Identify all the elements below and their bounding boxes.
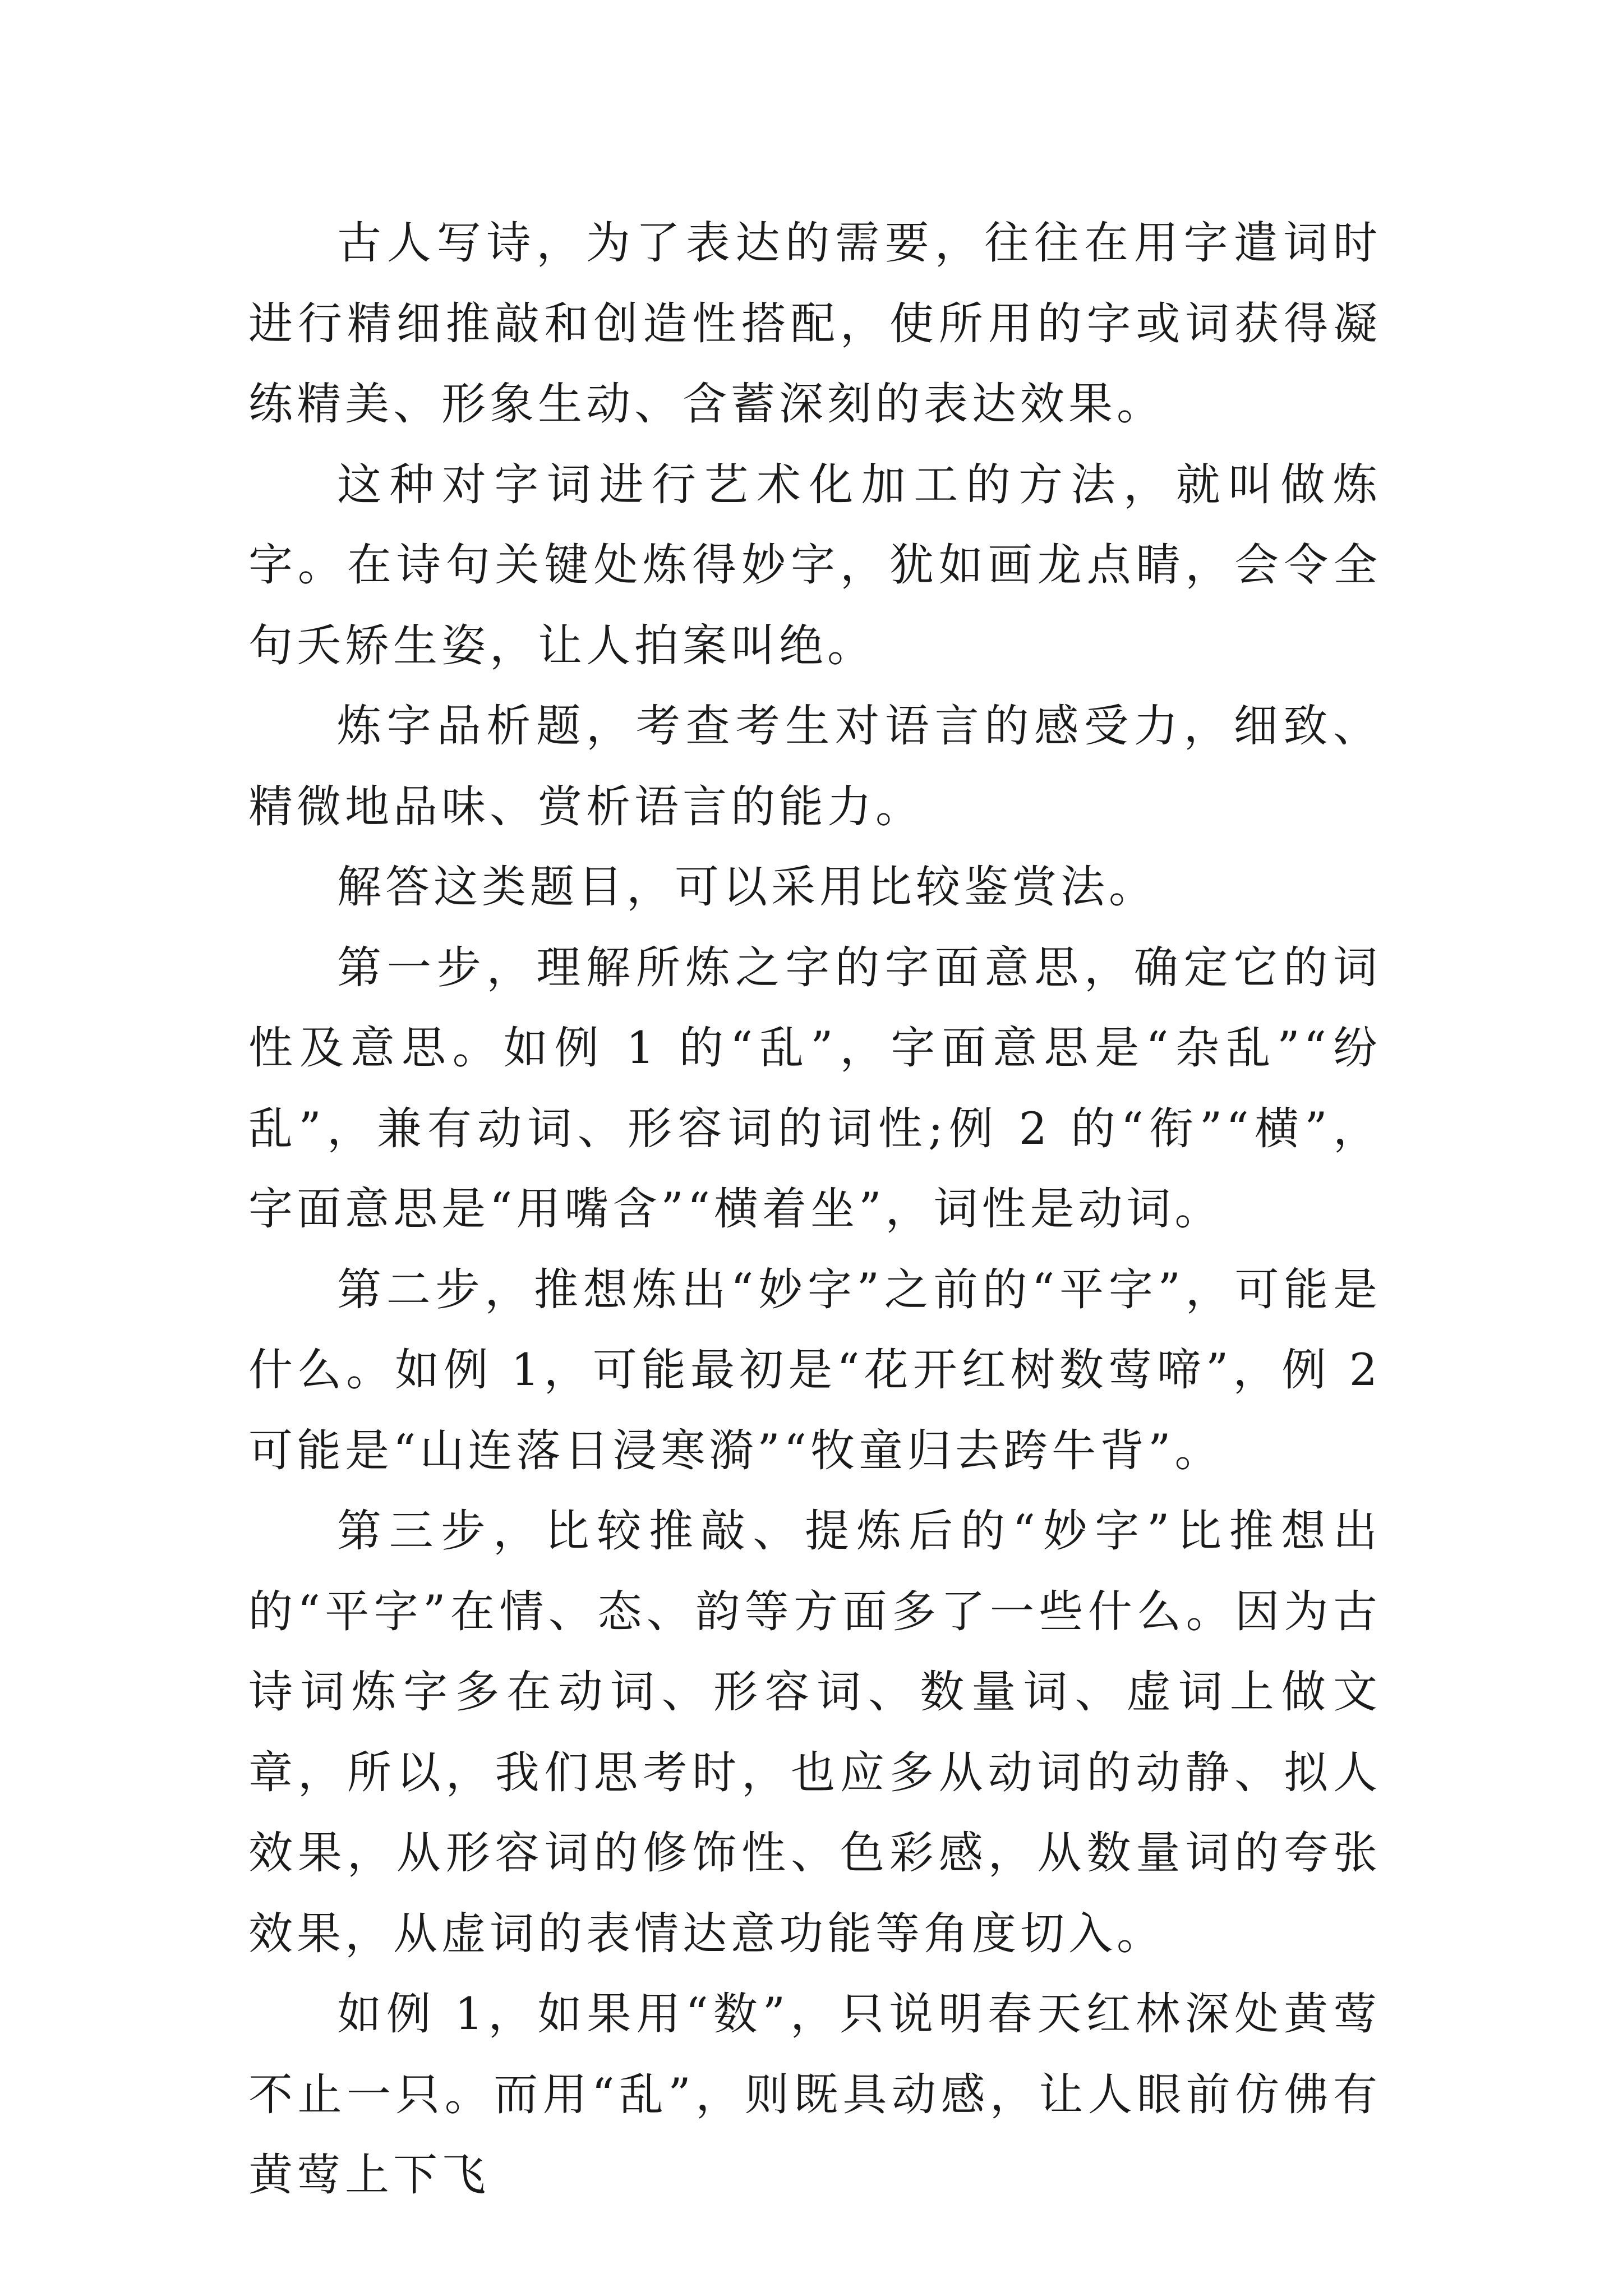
paragraph-1: 古人写诗，为了表达的需要，往往在用字遣词时进行精细推敲和创造性搭配，使所用的字或词获得凝练精美、形象生动、含蓄深刻的表达效果。 [248, 217, 1381, 430]
paragraph-4: 解答这类题目，可以采用比较鉴赏法。 [337, 861, 1157, 913]
paragraph-5: 第一步，理解所炼之字的字面意思，确定它的词性及意思。如例 1 的“乱”，字面意思是“杂乱”“纷乱”，兼有动词、形容词的词性;例 2 的“衔”“横”，字面意思是“用嘴含”“横着坐”，词性是动词。 [248, 941, 1381, 1235]
paragraph-6: 第二步，推想炼出“妙字”之前的“平字”，可能是什么。如例 1，可能最初是“花开红树数莺啼”，例 2 可能是“山连落日浸寒漪”“牧童归去跨牛背”。 [248, 1263, 1381, 1476]
body-text [248, 203, 1381, 2216]
paragraph-7: 第三步，比较推敲、提炼后的“妙字”比推想出的“平字”在情、态、韵等方面多了一些什么。因为古诗词炼字多在动词、形容词、数量词、虚词上做文章，所以，我们思考时，也应多从动词的动静、拟人效果，从形容词的修饰性、色彩感，从数量词的夸张效果，从虚词的表情达意功能等角度切入。 [248, 1505, 1381, 1959]
paragraph-3: 炼字品析题，考查考生对语言的感受力，细致、精微地品味、赏析语言的能力。 [248, 700, 1381, 832]
paragraph-2: 这种对字词进行艺术化加工的方法，就叫做炼字。在诗句关键处炼得妙字，犹如画龙点睛，会令全句夭矫生姿，让人拍案叫绝。 [248, 458, 1381, 671]
paragraph-8: 如例 1，如果用“数”，只说明春天红林深处黄莺不止一只。而用“乱”，则既具动感，让人眼前仿佛有黄莺上下飞 [248, 1988, 1381, 2201]
